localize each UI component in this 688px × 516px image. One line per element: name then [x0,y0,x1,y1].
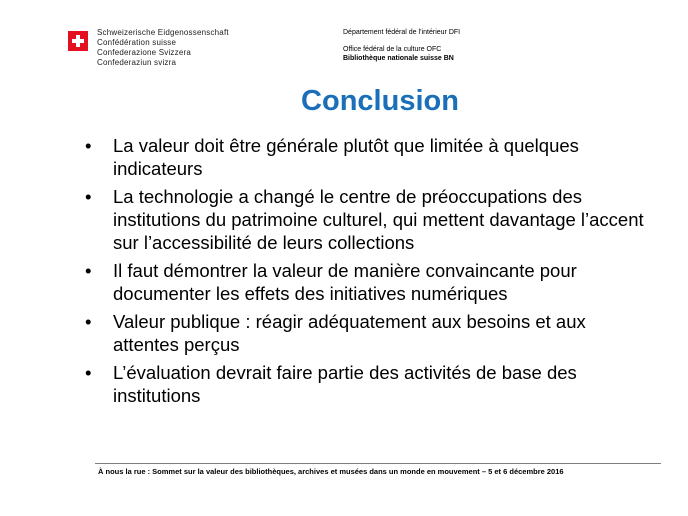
confederation-name-rm: Confederaziun svizra [97,58,177,67]
slide-title: Conclusion [301,85,459,117]
office-label: Office fédéral de la culture OFC [343,46,442,53]
bullet-dot-icon: • [85,362,92,383]
library-label: Bibliothèque nationale suisse BN [343,55,454,62]
confederation-names [97,28,229,68]
confederation-name-fr: Confédération suisse [97,38,177,47]
bullet-text: L’évaluation devrait faire partie des activités de base des institutions [113,362,577,406]
bullet-item [85,134,645,180]
bullet-dot-icon: • [85,186,92,207]
department-label: Département fédéral de l’intérieur DFI [343,29,461,36]
bullet-item [85,310,645,356]
swiss-cross-logo-icon [68,31,88,51]
bullet-text: La technologie a changé le centre de préoccupations des institutions du patrimoine culturel, qui mettent davantage l’accent sur l’accessibilité de leurs collections [113,186,644,253]
bullet-text: Valeur publique : réagir adéquatement aux besoins et aux attentes perçus [113,311,586,355]
bullet-item [85,259,645,305]
footer-divider [95,463,661,464]
office-block [343,45,454,63]
bullet-dot-icon: • [85,260,92,281]
bullet-item [85,361,645,407]
bullet-item [85,185,645,254]
bullet-list [85,134,645,412]
bullet-dot-icon: • [85,311,92,332]
confederation-name-it: Confederazione Svizzera [97,48,191,57]
footer-text: À nous la rue : Sommet sur la valeur des bibliothèques, archives et musées dans un monde en mouvement – 5 et 6 décembre 2016 [98,467,564,476]
bullet-text: La valeur doit être générale plutôt que limitée à quelques indicateurs [113,135,579,179]
bullet-dot-icon: • [85,135,92,156]
confederation-name-de: Schweizerische Eidgenossenschaft [97,28,229,37]
bullet-text: Il faut démontrer la valeur de manière convaincante pour documenter les effets des initiatives numériques [113,260,577,304]
